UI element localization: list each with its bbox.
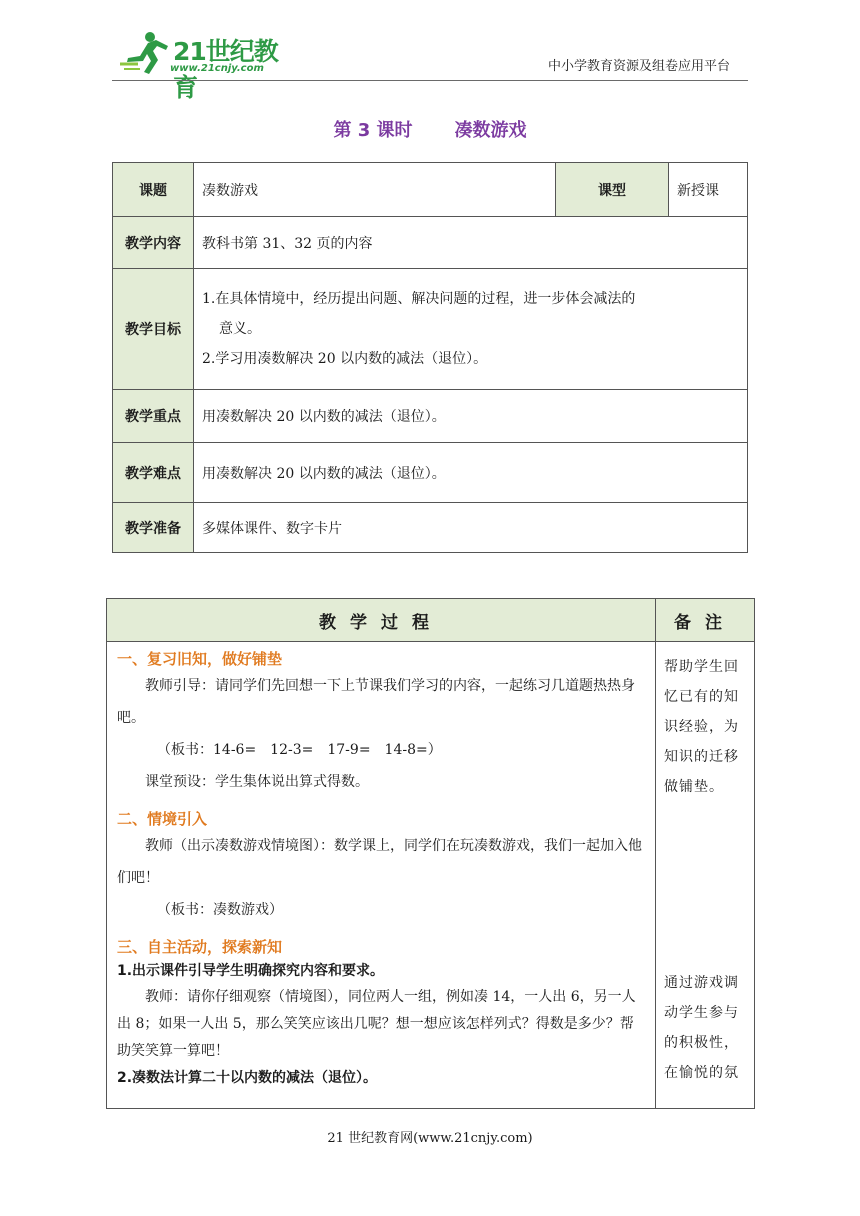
difficulty-label: 教学难点 [113,443,194,503]
key-value: 用凑数解决 20 以内数的减法（退位）。 [194,390,748,443]
type-value: 新授课 [669,163,748,217]
lesson-number: 第 3 课时 [333,120,413,141]
runner-icon [118,30,170,76]
section-2-text: 教师（出示凑数游戏情境图）：数学课上，同学们在玩凑数游戏，我们一起加入他们吧！ [117,838,642,886]
section-2-title: 二、情境引入 [117,810,208,828]
section-3-title: 三、自主活动，探索新知 [117,938,283,956]
topic-label: 课题 [113,163,194,217]
prep-label: 教学准备 [113,503,194,553]
logo-url: www.21cnjy.com [170,63,264,74]
section-1-title: 一、复习旧知，做好铺垫 [117,650,283,668]
lesson-info-table [112,162,748,553]
page-title [0,116,860,142]
topic-value: 凑数游戏 [194,163,556,217]
note-header: 备注 [656,599,755,642]
logo-text: 21世纪教育 [173,37,278,102]
platform-name: 中小学教育资源及组卷应用平台 [547,59,730,74]
section-2-board: （板书：凑数游戏） [157,902,283,918]
logo [118,30,288,102]
goal-2: 2.学习用凑数解决 20 以内数的减法（退位）。 [202,351,488,367]
lesson-topic: 凑数游戏 [454,120,527,141]
type-label: 课型 [556,163,669,217]
section-3-sub1: 1.出示课件引导学生明确探究内容和要求。 [117,963,385,979]
section-1-preset: 课堂预设：学生集体说出算式得数。 [145,774,369,790]
note-1: 帮助学生回忆已有的知识经验，为知识的迁移做铺垫。 [664,659,739,795]
footer: 21 世纪教育网(www.21cnjy.com) [327,1131,533,1146]
section-3-sub2: 2.凑数法计算二十以内数的减法（退位）。 [117,1070,378,1086]
goal-1b: 意义。 [219,321,261,337]
teaching-process-table [106,598,755,1109]
section-1-text: 教师引导：请同学们先回想一下上节课我们学习的内容，一起练习几道题热热身吧。 [117,678,635,726]
goal-label: 教学目标 [113,269,194,390]
goal-value [194,269,748,390]
content-label: 教学内容 [113,217,194,269]
key-label: 教学重点 [113,390,194,443]
note-2: 通过游戏调动学生参与的积极性，在愉悦的氛 [664,975,739,1081]
section-1-board: （板书：14-6= 12-3= 17-9= 14-8=） [157,742,442,758]
section-3-text: 教师：请你仔细观察（情境图），同位两人一组，例如凑 14，一人出 6，另一人出 8；如果一人出 5，那么笑笑应该出几呢？想一想应该怎样列式？得数是多少？帮助笑笑算一算吧！ [117,989,636,1059]
process-header: 教学过程 [107,599,656,642]
content-value: 教科书第 31、32 页的内容 [194,217,748,269]
prep-value: 多媒体课件、数字卡片 [194,503,748,553]
difficulty-value: 用凑数解决 20 以内数的减法（退位）。 [194,443,748,503]
header-divider [112,80,748,81]
note-column [656,642,755,1109]
process-content [107,642,656,1109]
goal-1a: 1.在具体情境中，经历提出问题、解决问题的过程，进一步体会减法的 [202,291,636,307]
